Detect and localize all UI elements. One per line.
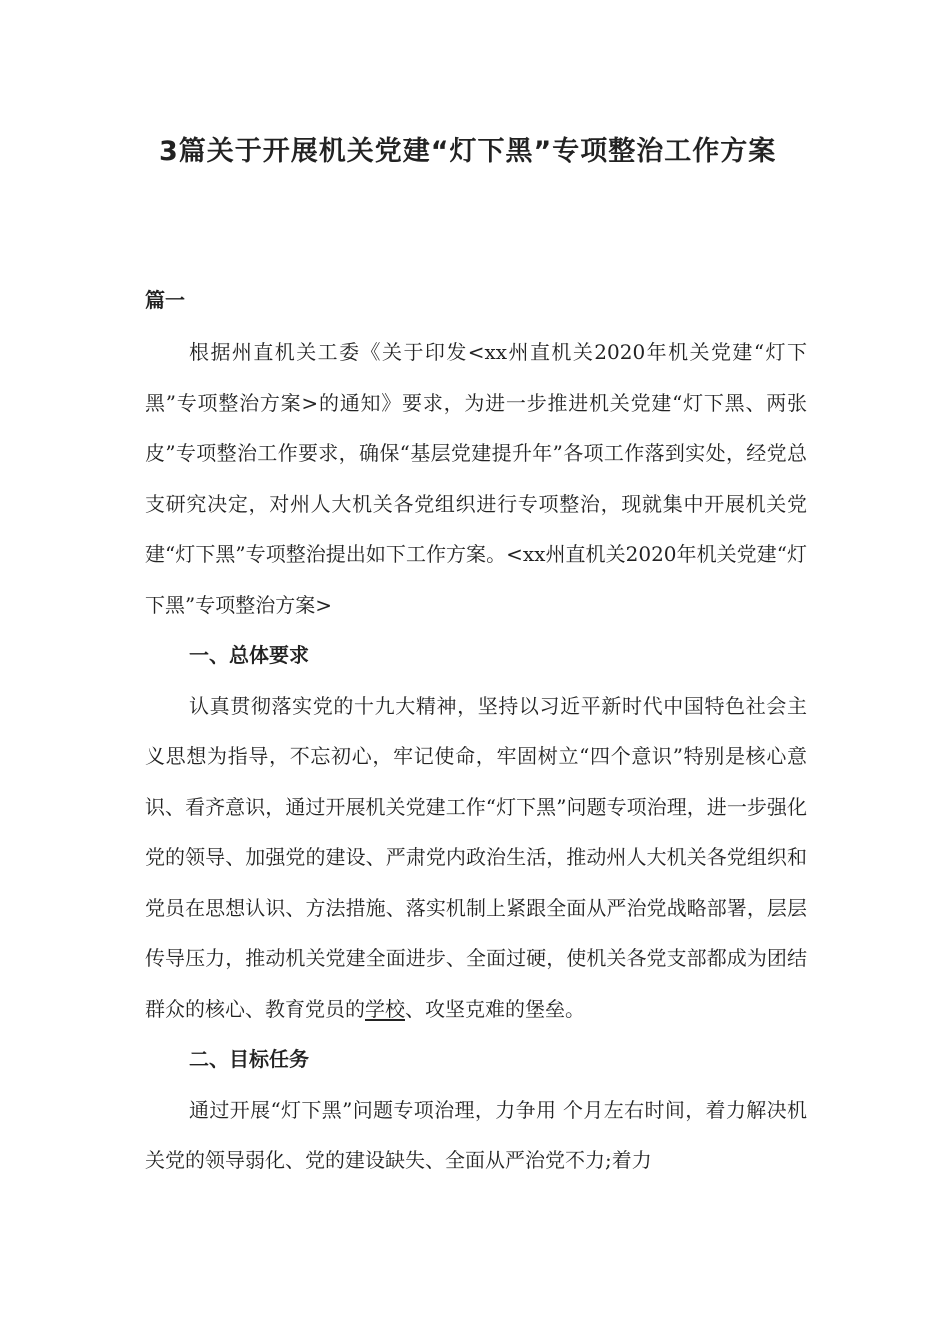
intro-paragraph: 根据州直机关工委《关于印发<xx州直机关2020年机关党建“灯下黑”专项整治方案>的通知》要求，为进一步推进机关党建“灯下黑、两张皮”专项整治工作要求，确保“基层党建提升年”各项工作落到实处，经党总支研究决定，对州人大机关各党组织进行专项整治，现就集中开展机关党建“灯下黑”专项整治提出如下工作方案。<xx州直机关2020年机关党建“灯下黑”专项整治方案>: [145, 340, 807, 617]
paragraph-text-end: 、攻坚克难的堡垒。: [405, 996, 585, 1021]
section-label: 篇一: [145, 288, 185, 312]
heading-goals-tasks: 二、目标任务: [189, 1047, 309, 1071]
school-link[interactable]: 学校: [365, 996, 405, 1021]
document-title: 3篇关于开展机关党建“灯下黑”专项整治工作方案: [159, 136, 777, 167]
heading-overall-requirements: 一、总体要求: [189, 643, 309, 667]
goals-tasks-paragraph: 通过开展“灯下黑”问题专项治理，力争用 个月左右时间，着力解决机关党的领导弱化、党的建设缺失、全面从严治党不力;着力: [145, 1097, 807, 1172]
overall-requirements-paragraph: [145, 681, 807, 1035]
paragraph-text: 认真贯彻落实党的十九大精神，坚持以习近平新时代中国特色社会主义思想为指导，不忘初心，牢记使命，牢固树立“四个意识”特别是核心意识、看齐意识，通过开展机关党建工作“灯下黑”问题专项治理，进一步强化党的领导、加强党的建设、严肃党内政治生活，推动州人大机关各党组织和党员在思想认识、方法措施、落实机制上紧跟全面从严治党战略部署，层层传导压力，推动机关党建全面进步、全面过硬，使机关各党支部都成为团结群众的核心、教育党员的: [145, 693, 807, 1021]
document-body: [145, 327, 807, 1186]
